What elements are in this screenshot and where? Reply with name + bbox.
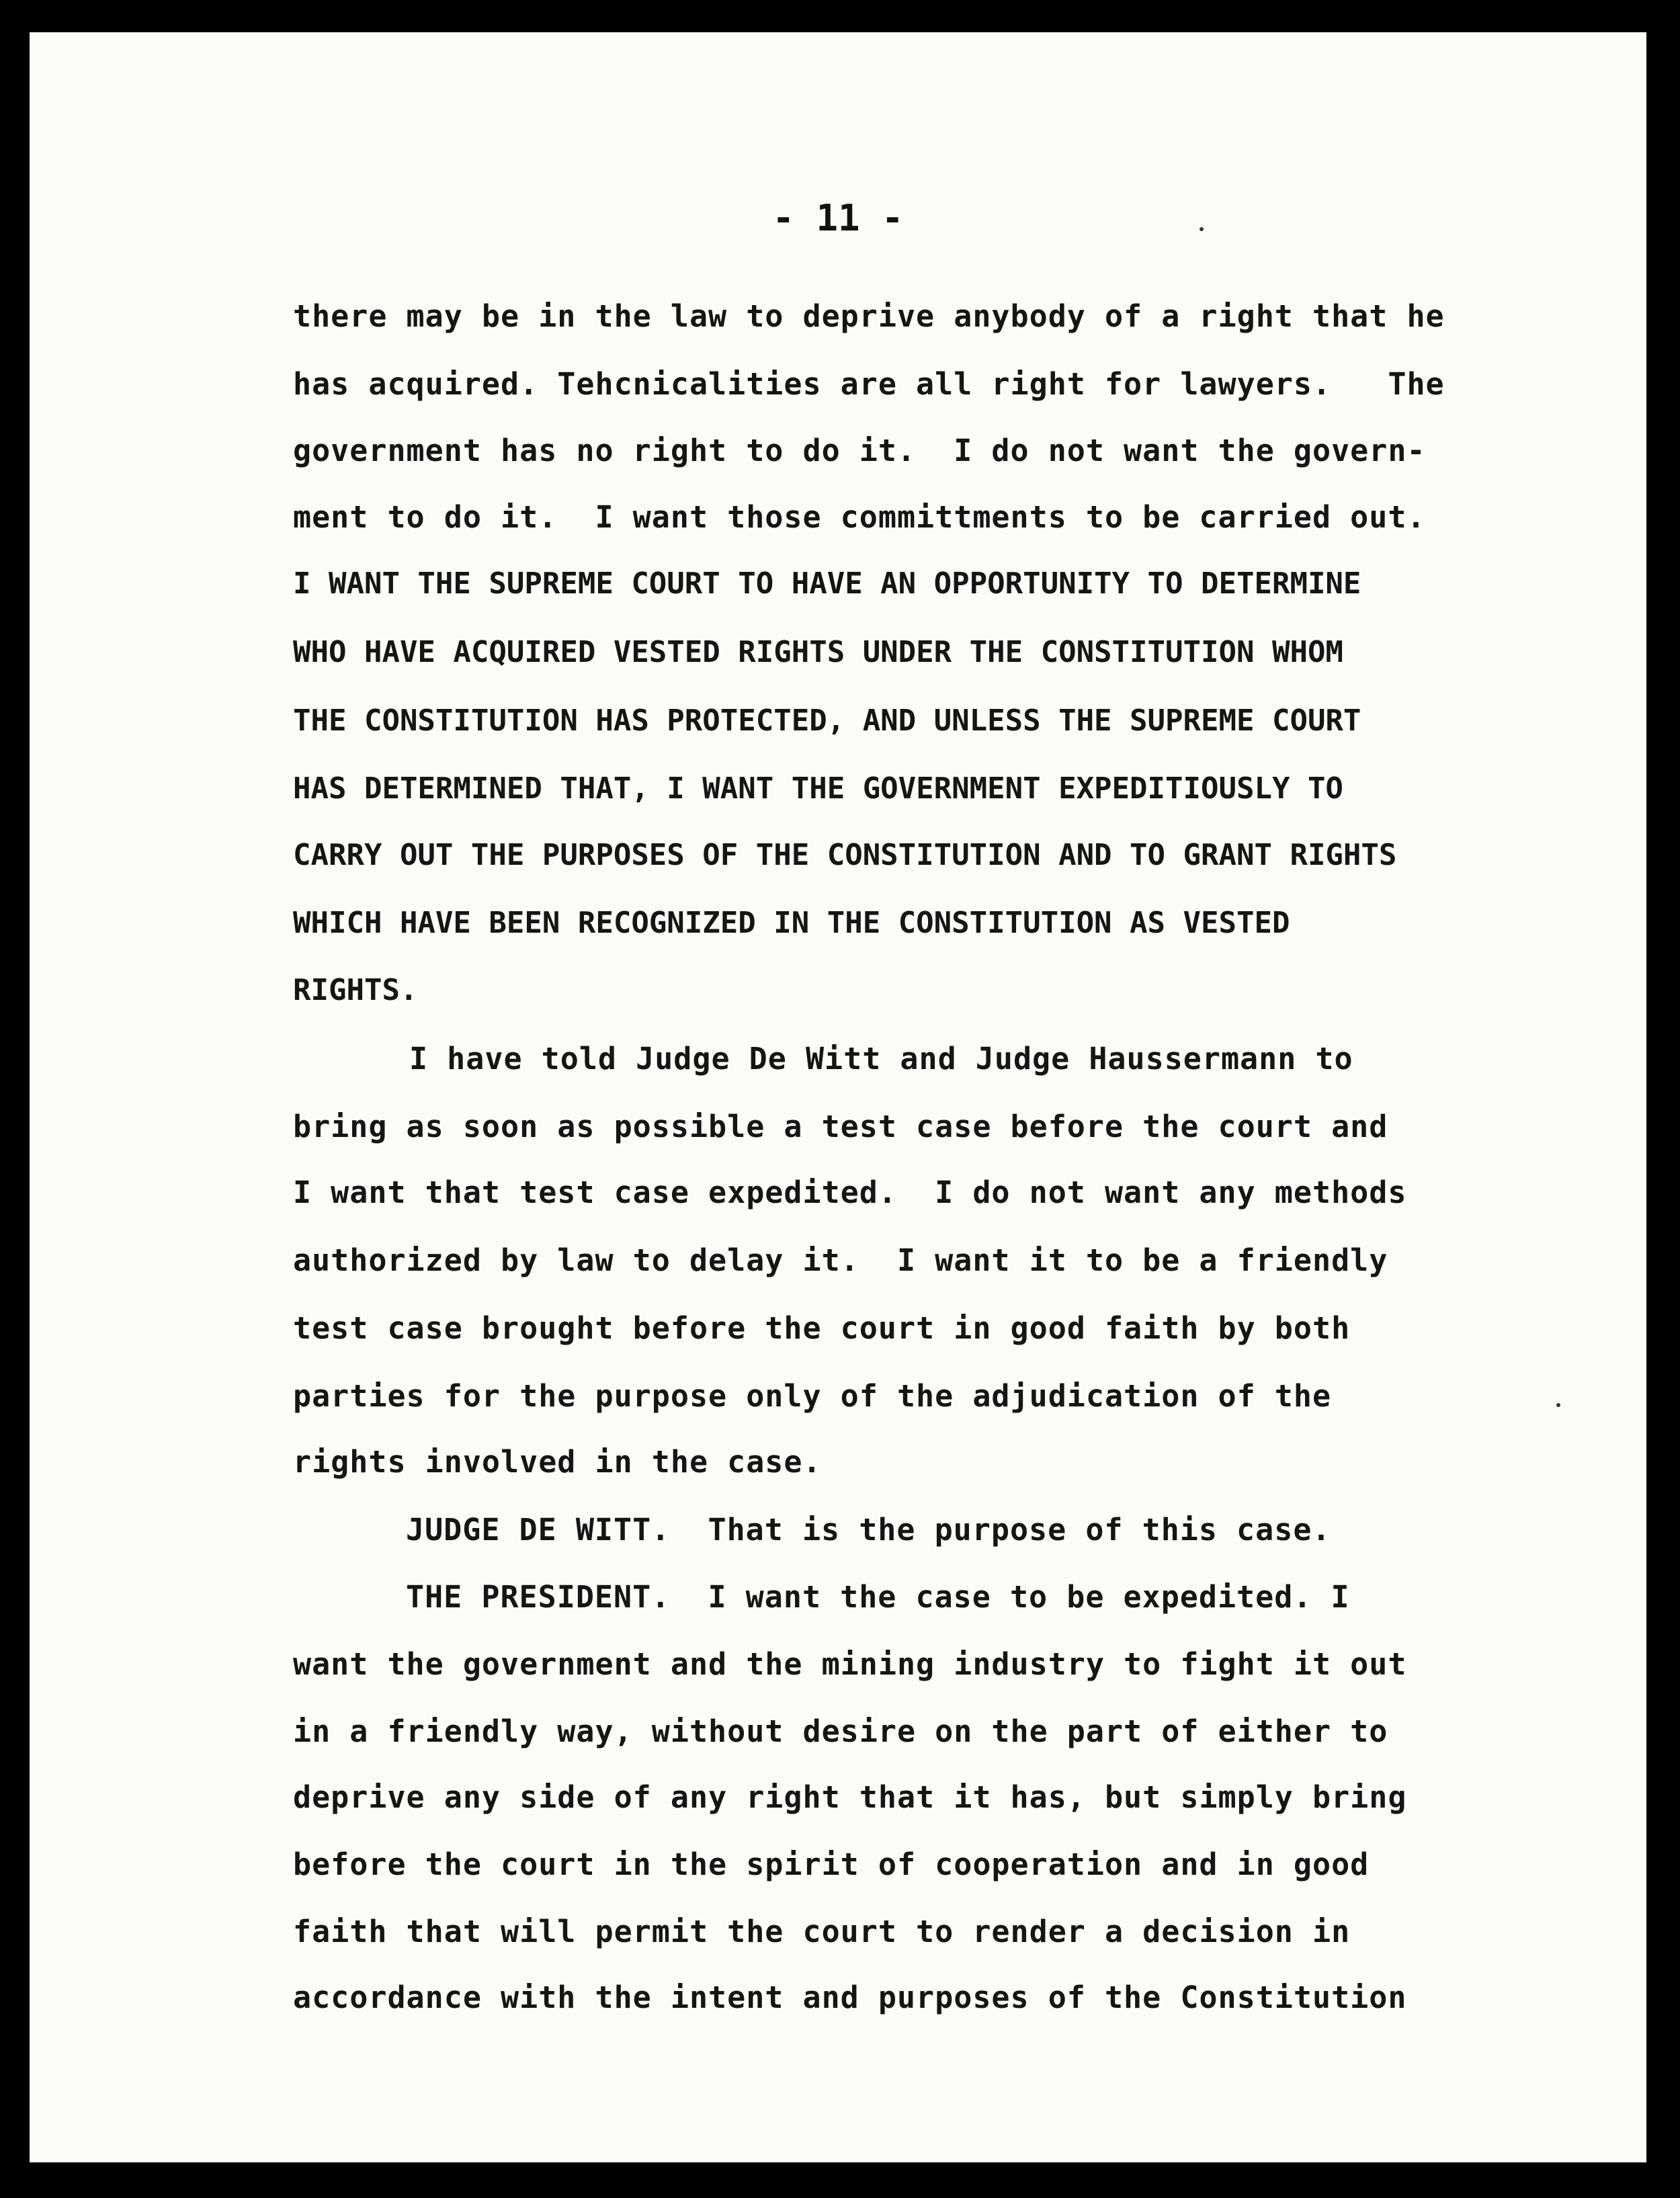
- text-line: THE CONSTITUTION HAS PROTECTED, AND UNLESS THE SUPREME COURT: [293, 704, 1361, 738]
- text-line: WHO HAVE ACQUIRED VESTED RIGHTS UNDER THE CONSTITUTION WHOM: [293, 635, 1343, 669]
- text-line: I have told Judge De Witt and Judge Haussermann to: [409, 1041, 1353, 1076]
- text-line: JUDGE DE WITT. That is the purpose of this case.: [406, 1512, 1331, 1548]
- text-line: RIGHTS.: [293, 973, 418, 1007]
- text-line: parties for the purpose only of the adjudication of the: [293, 1378, 1332, 1414]
- text-line: HAS DETERMINED THAT, I WANT THE GOVERNMENT EXPEDITIOUSLY TO: [293, 771, 1343, 806]
- text-line: rights involved in the case.: [293, 1444, 822, 1480]
- document-page: [30, 32, 1646, 2162]
- text-line: test case brought before the court in good faith by both: [293, 1310, 1351, 1346]
- text-line: accordance with the intent and purposes of the Constitution: [293, 1980, 1407, 2015]
- scan-speck: [1556, 1403, 1560, 1407]
- text-line: want the government and the mining industry to fight it out: [293, 1646, 1407, 1682]
- text-line: authorized by law to delay it. I want it to be a friendly: [293, 1242, 1388, 1278]
- text-line: THE PRESIDENT. I want the case to be expedited. I: [406, 1579, 1350, 1615]
- text-line: government has no right to do it. I do not want the govern-: [293, 433, 1426, 468]
- text-line: I want that test case expedited. I do not want any methods: [293, 1175, 1407, 1210]
- text-line: bring as soon as possible a test case before the court and: [293, 1109, 1388, 1144]
- text-line: I WANT THE SUPREME COURT TO HAVE AN OPPORTUNITY TO DETERMINE: [293, 566, 1361, 601]
- text-line: ment to do it. I want those committments to be carried out.: [293, 499, 1426, 535]
- text-line: there may be in the law to deprive anybody of a right that he: [293, 298, 1445, 334]
- text-line: deprive any side of any right that it has, but simply bring: [293, 1779, 1407, 1815]
- text-line: CARRY OUT THE PURPOSES OF THE CONSTITUTION AND TO GRANT RIGHTS: [293, 838, 1397, 872]
- text-line: before the court in the spirit of cooperation and in good: [293, 1847, 1370, 1882]
- page-number: - 11 -: [772, 197, 904, 239]
- text-line: in a friendly way, without desire on the part of either to: [293, 1714, 1388, 1749]
- scan-speck: [1200, 227, 1204, 231]
- text-line: has acquired. Tehcnicalities are all right for lawyers. The: [293, 366, 1445, 402]
- page-body: [30, 32, 1646, 2162]
- text-line: WHICH HAVE BEEN RECOGNIZED IN THE CONSTITUTION AS VESTED: [293, 906, 1290, 940]
- text-line: faith that will permit the court to render a decision in: [293, 1914, 1351, 1949]
